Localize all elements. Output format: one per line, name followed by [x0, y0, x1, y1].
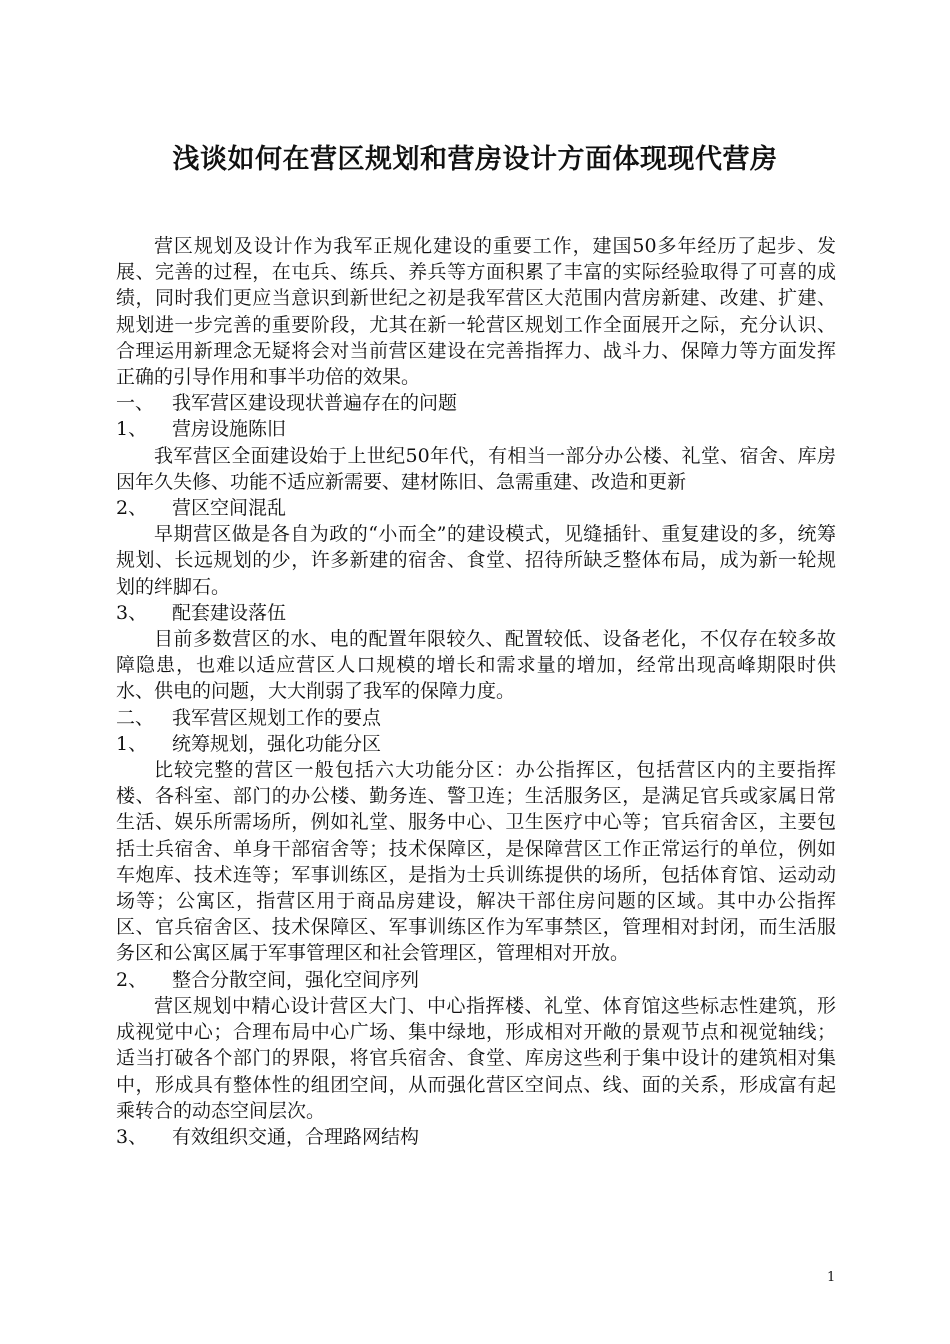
section-heading [116, 390, 836, 416]
section-heading-text: 营房设施陈旧 [172, 418, 287, 441]
body-paragraph: 我军营区全面建设始于上世纪50年代，有相当一部分办公楼、礼堂、宿舍、库房因年久失修、功能不适应新需要、建材陈旧、急需重建、改造和更新 [116, 444, 836, 493]
body-paragraph: 目前多数营区的水、电的配置年限较久、配置较低、设备老化，不仅存在较多故障隐患，也难以适应营区人口规模的增长和需求量的增加，经常出现高峰期限时供水、供电的问题，大大削弱了我军的保障力度。 [116, 628, 836, 703]
section-heading-text: 我军营区规划工作的要点 [172, 706, 382, 729]
body-paragraph: 营区规划中精心设计营区大门、中心指挥楼、礼堂、体育馆这些标志性建筑，形成视觉中心；合理布局中心广场、集中绿地，形成相对开敞的景观节点和视觉轴线；适当打破各个部门的界限，将官兵宿舍、食堂、库房这些利于集中设计的建筑相对集中，形成具有整体性的组团空间，从而强化营区空间点、线、面的关系，形成富有起乘转合的动态空间层次。 [116, 994, 836, 1122]
section-number: 一、 [116, 392, 155, 415]
section-heading-text: 配套建设落伍 [172, 601, 287, 624]
section-heading [116, 1124, 836, 1150]
section-heading [116, 600, 836, 626]
section-heading [116, 705, 836, 731]
section-number: 3、 [116, 601, 148, 624]
section-number: 1、 [116, 418, 148, 441]
section-number: 1、 [116, 732, 148, 755]
section-heading-text: 整合分散空间，强化空间序列 [172, 968, 420, 991]
section-number: 二、 [116, 706, 155, 729]
section-heading [116, 731, 836, 757]
section-number: 2、 [116, 968, 148, 991]
document-title: 浅谈如何在营区规划和营房设计方面体现现代营房 [172, 144, 778, 175]
section-number: 3、 [116, 1125, 148, 1148]
section-number: 2、 [116, 497, 148, 520]
document-body [116, 233, 836, 1150]
section-heading [116, 967, 836, 993]
section-heading-text: 营区空间混乱 [172, 497, 287, 520]
section-heading [116, 416, 836, 442]
page-number: 1 [827, 1270, 836, 1285]
section-heading-text: 统筹规划，强化功能分区 [172, 732, 382, 755]
body-paragraph: 比较完整的营区一般包括六大功能分区：办公指挥区，包括营区内的主要指挥楼、各科室、部门的办公楼、勤务连、警卫连；生活服务区，是满足官兵或家属日常生活、娱乐所需场所，例如礼堂、服务中心、卫生医疗中心等；官兵宿舍区，主要包括士兵宿舍、单身干部宿舍等；技术保障区，是保障营区工作正常运行的单位，例如车炮库、技术连等；军事训练区，是指为士兵训练提供的场所，包括体育馆、运动动场等；公寓区，指营区用于商品房建设，解决干部住房问题的区域。其中办公指挥区、官兵宿舍区、技术保障区、军事训练区作为军事禁区，管理相对封闭，而生活服务区和公寓区属于军事管理区和社会管理区，管理相对开放。 [116, 759, 836, 965]
section-heading [116, 495, 836, 521]
section-heading-text: 有效组织交通，合理路网结构 [172, 1125, 420, 1148]
body-paragraph: 早期营区做是各自为政的“小而全”的建设模式，见缝插针、重复建设的多，统筹规划、长远规划的少，许多新建的宿舍、食堂、招待所缺乏整体布局，成为新一轮规划的绊脚石。 [116, 523, 836, 598]
body-paragraph: 营区规划及设计作为我军正规化建设的重要工作，建国50多年经历了起步、发展、完善的过程，在屯兵、练兵、养兵等方面积累了丰富的实际经验取得了可喜的成绩，同时我们更应当意识到新世纪之初是我军营区大范围内营房新建、改建、扩建、规划进一步完善的重要阶段，尤其在新一轮营区规划工作全面展开之际，充分认识、合理运用新理念无疑将会对当前营区建设在完善指挥力、战斗力、保障力等方面发挥正确的引导作用和事半功倍的效果。 [116, 235, 836, 389]
section-heading-text: 我军营区建设现状普遍存在的问题 [172, 392, 458, 415]
